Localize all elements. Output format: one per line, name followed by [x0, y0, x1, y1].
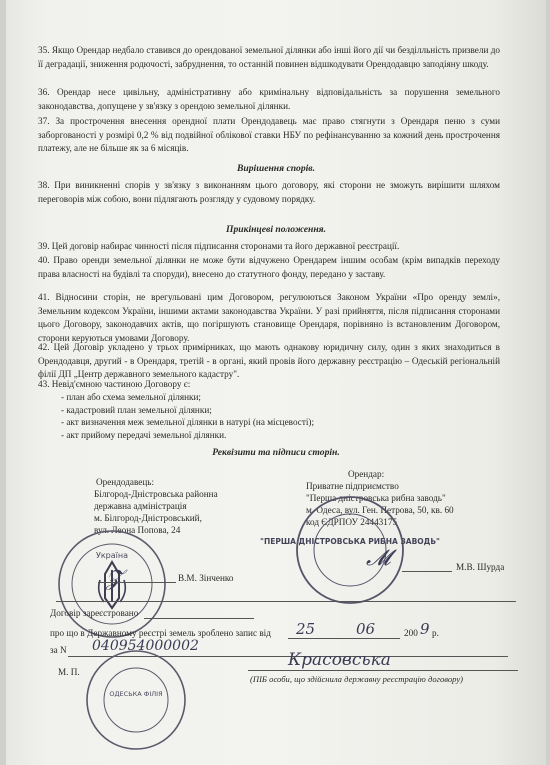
- clause-36: 36. Орендар несе цивільну, адміністративну або кримінальну відповідальність за порушення земельного законодавства, допущене у зв'язку з орендою земельної ділянки.: [38, 87, 500, 111]
- registrar-seal: [84, 648, 188, 752]
- registration-line-1: Договір зареєстровано: [50, 608, 139, 618]
- registration-year-prefix: 200: [404, 628, 418, 638]
- lessor-line: Білгород-Дністровська районна: [94, 489, 218, 499]
- annex-item: - кадастровий план земельної ділянки;: [61, 404, 212, 415]
- lessor-line: вул. Леона Попова, 24: [94, 525, 181, 535]
- registration-month: 06: [356, 620, 376, 638]
- lessor-line: державна адміністрація: [94, 501, 187, 511]
- heading-requisites: Реквізити та підписи сторін.: [212, 447, 340, 458]
- lessee-signatory: М.В. Шурда: [456, 562, 505, 572]
- annex-list: [61, 391, 314, 441]
- clause-39: 39. Цей договір набирає чинності після підписання сторонами та його державної реєстрації.: [38, 241, 400, 251]
- annex-item: - акт визначення меж земельної ділянки в натурі (на місцевості);: [61, 417, 315, 427]
- registration-day: 25: [296, 620, 316, 638]
- annex-item: - акт прийому передачі земельної ділянки.: [61, 429, 227, 440]
- clause-35: 35. Якщо Орендар недбало ставився до орендованої земельної ділянки або інші його дії чи безділльність призвели до її деградації, зниження родючості, забруднення, то останній повинен відшкодувати Орендодавцю заподіяну шкоду.: [38, 45, 500, 69]
- registration-line-1-blank: [144, 618, 254, 619]
- lessor-seal-text: Україна: [95, 551, 129, 560]
- clause-43: 43. Невід'ємною частиною Договору є:: [38, 379, 191, 389]
- registrar-seal-text: ОДЕСЬКА ФІЛІЯ: [109, 690, 163, 698]
- registration-date-line: [288, 638, 400, 639]
- document-page: [6, 0, 546, 765]
- mp-label: М. П.: [58, 667, 80, 677]
- lessee-title: Орендар:: [348, 469, 385, 479]
- registrar-signature-line: [248, 670, 518, 671]
- separator-line: [56, 601, 516, 602]
- registration-number: 040954000002: [92, 638, 199, 654]
- lessor-title: Орендодавець:: [96, 477, 155, 487]
- clause-41: 41. Відносини сторін, не врегульовані цим Договором, регулюються Законом України «Про оренду землі», Земельним кодексом України, іншими актами законодавства України. У разі прийняття, після підписання сторонами цього Договору, законодавчих актів, що погіршують становище Орендаря, порівняно із встановленим Договором, сторони керуються умовами Договору.: [38, 292, 500, 343]
- registration-year-digit: 9: [420, 620, 430, 638]
- registrar-caption: (ПІБ особи, що здійснила державну реєстрацію договору): [250, 674, 464, 684]
- lessor-block: [94, 476, 218, 536]
- lessee-line: "Перша дністровська рибна заводь": [306, 493, 446, 503]
- lessor-signatory: В.М. Зінченко: [178, 573, 234, 583]
- registrar-signature: Красовська: [288, 650, 391, 670]
- lessee-line: м. Одеса, вул. Ген. Петрова, 50, кв. 60: [306, 505, 454, 515]
- lessor-line: м. Білгород-Дністровський,: [94, 513, 202, 523]
- heading-final-provisions: Прикінцеві положення.: [225, 224, 327, 235]
- annex-item: - план або схема земельної ділянки;: [61, 392, 201, 402]
- registration-line-3: за N: [50, 645, 67, 655]
- clause-42: 42. Цей Договір укладено у трьох примірниках, що мають однакову юридичну силу, один з яких знаходиться в Орендодавця, другий - в Орендаря, третій - в органі, який провів його державну реєстрацію – Одеській регіональній філії ДП „Центр державного земельного кадастру".: [38, 342, 500, 380]
- heading-disputes: Вирішення спорів.: [237, 163, 315, 174]
- lessee-handwritten-signature: 𝓜: [366, 546, 391, 571]
- lessee-signature-line: [402, 571, 452, 572]
- lessee-line: код ЄДРПОУ 24443175: [306, 517, 398, 527]
- clause-37: 37. За прострочення внесення орендної плати Орендодавець має право стягнути з Орендаря пеню з суми заборгованості у розмірі 0,2 % від подвійної облікової ставки НБУ по рефінансуванню за кожний день прострочення платежу, але не більше як за 6 місяців.: [38, 116, 500, 154]
- lessor-handwritten-signature: 𝒵: [106, 566, 123, 591]
- lessor-signature-line: [98, 582, 176, 583]
- clause-40: 40. Право оренди земельної ділянки не може бути відчужено Орендарем іншим особам (крім випадків переходу права власності на будівлі та споруди), внесено до статутного фонду, передано у заставу.: [38, 255, 500, 279]
- lessee-line: Приватне підприємство: [306, 481, 399, 491]
- registration-line-2: про що в Державному реєстрі земель зроблено запис від: [50, 628, 271, 638]
- lessee-seal-text: "ПЕРША ДНІСТРОВСЬКА РИБНА ЗАВОДЬ": [260, 537, 440, 546]
- clause-38: 38. При виникненні спорів у зв'язку з виконанням цього договору, які сторони не зможуть вирішити шляхом переговорів між собою, вони підлягають розгляду у судовому порядку.: [38, 180, 500, 204]
- registration-year-suffix: р.: [432, 628, 439, 638]
